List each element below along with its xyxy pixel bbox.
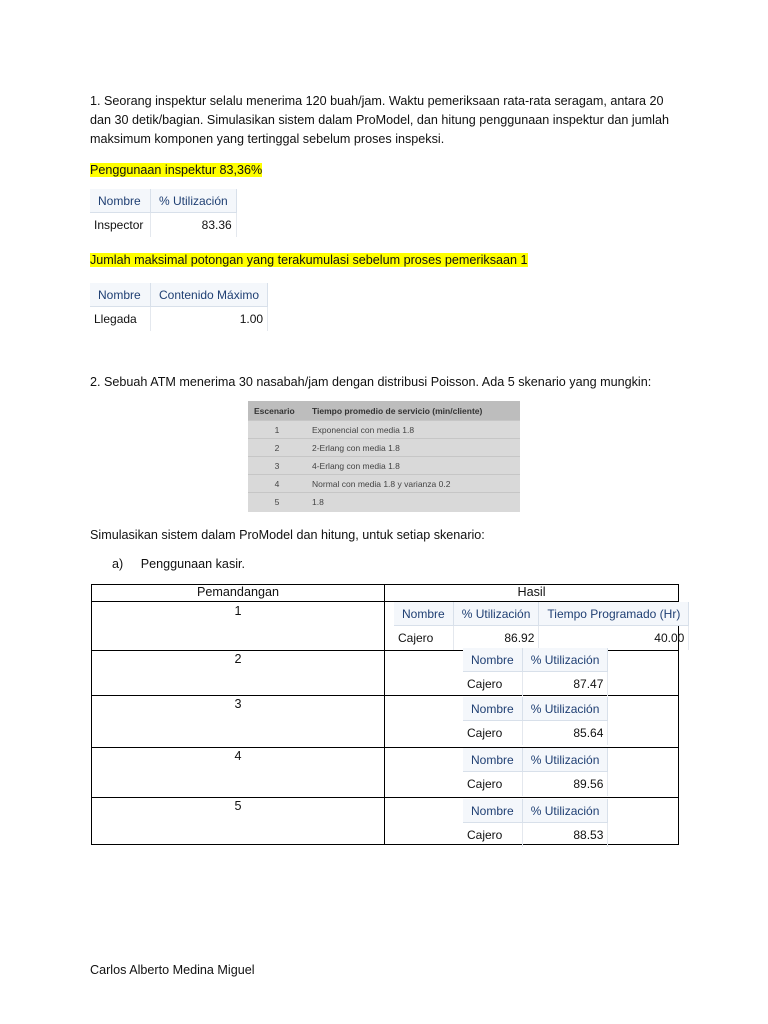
scenario-header-escenario: Escenario	[248, 401, 306, 421]
table-row	[248, 493, 520, 511]
table-header-nombre: Nombre	[394, 602, 453, 626]
simulate-text: Simulasikan sistem dalam ProModel dan hitung, untuk setiap skenario:	[90, 528, 485, 542]
table-row	[248, 439, 520, 457]
scenario-distribution: 4-Erlang con media 1.8	[306, 457, 520, 475]
table-header-utilization: % Utilización	[151, 189, 237, 213]
result-table-scenario-1	[394, 602, 689, 650]
table-header-nombre: Nombre	[463, 748, 522, 772]
scenario-number: 2	[248, 439, 306, 457]
item-a-text: Penggunaan kasir.	[140, 557, 246, 571]
table-header-utilization: % Utilización	[522, 697, 608, 721]
question-1-line-1: 1. Seorang inspektur selalu menerima 120 buah/jam. Waktu pemeriksaan rata-rata seragam, antara 20	[90, 94, 664, 108]
scenario-table-image	[248, 401, 520, 512]
table-cell-name: Cajero	[463, 672, 522, 697]
scenario-label-4: 4	[234, 749, 242, 763]
header-pemandangan: Pemandangan	[197, 585, 279, 599]
scenario-header-tiempo: Tiempo promedio de servicio (min/cliente)	[306, 401, 520, 421]
table-cell-utilization: 89.56	[522, 772, 608, 797]
scenario-distribution: Exponencial con media 1.8	[306, 421, 520, 439]
highlight-utilization: Penggunaan inspektur 83,36%	[90, 163, 263, 177]
table-cell-name: Inspector	[90, 213, 151, 238]
table-row	[248, 475, 520, 493]
column-divider	[384, 585, 385, 844]
scenario-number: 5	[248, 493, 306, 511]
table-header-tiempo-programado: Tiempo Programado (Hr)	[539, 602, 689, 626]
table-cell-name: Cajero	[463, 721, 522, 746]
table-header-max-content: Contenido Máximo	[151, 283, 268, 307]
highlight-max-content-row	[90, 251, 690, 270]
scenario-label-3: 3	[234, 697, 242, 711]
table-header-nombre: Nombre	[90, 283, 151, 307]
result-table-scenario-3	[463, 697, 608, 745]
table-cell-tiempo: 40.00	[539, 626, 689, 651]
scenario-table	[248, 401, 520, 510]
scenario-distribution: Normal con media 1.8 y varianza 0.2	[306, 475, 520, 493]
scenario-number: 1	[248, 421, 306, 439]
result-table-scenario-2	[463, 648, 608, 696]
table-header-nombre: Nombre	[463, 648, 522, 672]
question-1-text	[90, 92, 690, 149]
question-1-line-2: dan 30 detik/bagian. Simulasikan sistem dalam ProModel, dan hitung penggunaan inspektur dan jumlah	[90, 113, 669, 127]
row-divider	[92, 797, 678, 798]
table-header-utilization: % Utilización	[453, 602, 539, 626]
max-content-table	[90, 283, 268, 331]
result-table-scenario-5	[463, 799, 608, 847]
highlight-max-content: Jumlah maksimal potongan yang terakumulasi sebelum proses pemeriksaan 1	[90, 253, 528, 267]
table-header-utilization: % Utilización	[522, 748, 608, 772]
scenario-number: 4	[248, 475, 306, 493]
table-header-nombre: Nombre	[90, 189, 151, 213]
table-header-utilization: % Utilización	[522, 648, 608, 672]
question-2-text: 2. Sebuah ATM menerima 30 nasabah/jam dengan distribusi Poisson. Ada 5 skenario yang mungkin:	[90, 375, 652, 389]
table-cell-utilization: 88.53	[522, 823, 608, 848]
table-cell-utilization: 85.64	[522, 721, 608, 746]
result-table-scenario-4	[463, 748, 608, 796]
scenario-number: 3	[248, 457, 306, 475]
table-cell-name: Cajero	[394, 626, 453, 651]
table-cell-value: 1.00	[151, 307, 268, 332]
table-cell-name: Llegada	[90, 307, 151, 332]
scenario-label-5: 5	[234, 799, 242, 813]
inspector-utilization-table	[90, 189, 237, 237]
table-row	[248, 457, 520, 475]
table-header-nombre: Nombre	[463, 697, 522, 721]
scenario-distribution: 2-Erlang con media 1.8	[306, 439, 520, 457]
highlight-utilization-row	[90, 161, 690, 180]
table-row	[248, 421, 520, 439]
scenario-distribution: 1.8	[306, 493, 520, 511]
table-cell-utilization: 87.47	[522, 672, 608, 697]
table-header-utilization: % Utilización	[522, 799, 608, 823]
table-header-nombre: Nombre	[463, 799, 522, 823]
table-cell-name: Cajero	[463, 772, 522, 797]
item-a	[112, 555, 712, 574]
table-cell-utilization: 86.92	[453, 626, 539, 651]
scenario-label-1: 1	[234, 604, 242, 618]
scenario-label-2: 2	[234, 652, 242, 666]
table-cell-name: Cajero	[463, 823, 522, 848]
footer-author: Carlos Alberto Medina Miguel	[90, 963, 255, 977]
header-hasil: Hasil	[517, 585, 546, 599]
item-a-marker: a)	[112, 557, 124, 571]
question-1-line-3: maksimum komponen yang tertinggal sebelum proses inspeksi.	[90, 132, 445, 146]
table-cell-value: 83.36	[151, 213, 237, 238]
